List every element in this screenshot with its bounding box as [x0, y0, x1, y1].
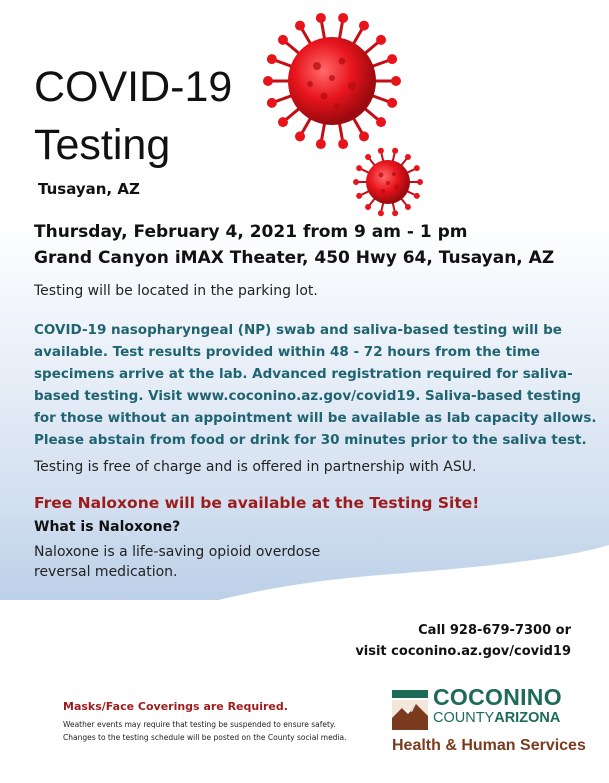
free-note: Testing is free of charge and is offered in partnership with ASU. — [34, 459, 477, 475]
naloxone-answer-line: Naloxone is a life-saving opioid overdose — [34, 544, 321, 560]
title-line2: Testing — [34, 121, 171, 169]
logo-health-human-services: Health & Human Services — [392, 737, 586, 754]
naloxone-answer — [34, 542, 320, 582]
title-line1: COVID-19 — [34, 63, 233, 111]
virus-icon — [352, 144, 424, 219]
details-line: for those without an appointment will be available as lab capacity allows. — [34, 410, 597, 426]
contact-website: visit coconino.az.gov/covid19 — [355, 644, 571, 659]
contact-phone: Call 928-679-7300 or — [418, 623, 571, 638]
naloxone-answer-line: reversal medication. — [34, 564, 178, 580]
masks-notice: Masks/Face Coverings are Required. — [63, 700, 288, 713]
logo-county-arizona — [433, 710, 560, 726]
coconino-mountain-logo-icon — [392, 690, 428, 730]
contact-info — [355, 620, 571, 662]
logo-arizona: ARIZONA — [494, 710, 561, 726]
details-line: Please abstain from food or drink for 30 minutes prior to the saliva test. — [34, 432, 587, 448]
naloxone-heading: Free Naloxone will be available at the Testing Site! — [34, 494, 480, 512]
parking-note: Testing will be located in the parking lot. — [34, 283, 318, 299]
location-label: Tusayan, AZ — [38, 180, 140, 198]
testing-details — [34, 319, 597, 451]
details-line: COVID-19 nasopharyngeal (NP) swab and saliva-based testing will be — [34, 322, 562, 338]
event-date-time: Thursday, February 4, 2021 from 9 am - 1 pm — [34, 222, 468, 242]
event-venue: Grand Canyon iMAX Theater, 450 Hwy 64, Tusayan, AZ — [34, 248, 555, 268]
details-line: based testing. Visit www.coconino.az.gov/covid19. Saliva-based testing — [34, 388, 581, 404]
fine-print: Weather events may require that testing be suspended to ensure safety. Changes to the testing schedule will be posted on the County social media. — [63, 720, 347, 742]
naloxone-question: What is Naloxone? — [34, 519, 181, 535]
virus-icon — [262, 6, 402, 156]
logo-county: COUNTY — [433, 710, 495, 726]
details-line: available. Test results provided within 48 - 72 hours from the time — [34, 344, 540, 360]
logo-coconino: COCONINO — [433, 684, 562, 710]
details-line: specimens arrive at the lab. Advanced registration required for saliva- — [34, 366, 573, 382]
